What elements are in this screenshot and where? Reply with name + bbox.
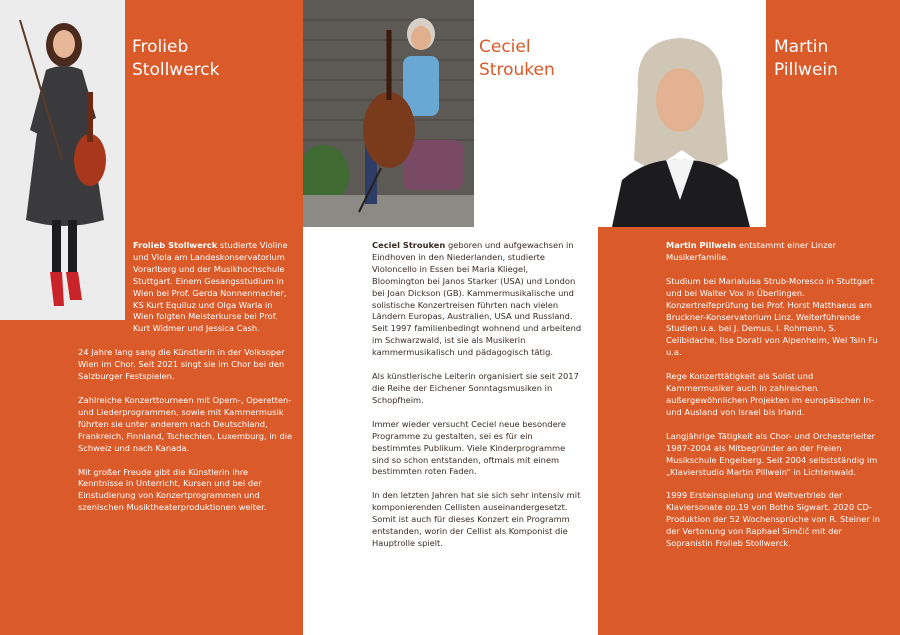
- artist-name-martin: [774, 36, 838, 82]
- bio-lead-name: Martin Pillwein: [666, 240, 737, 250]
- bio-paragraph: Studium bei Marialuisa Strub-Moresco in Stuttgart und bei Walter Vox in Überlingen. Konzertreifeprüfung bei Prof. Horst Matthaeus am Bruckner-Konservatorium Linz. Weiterführende Studien u.a. bei J. Demus, I. Rohmann, S. Celibidache, Ilse Dorati von Alpenheim, Wei Tsin Fu u.a.: [666, 275, 878, 358]
- artist-name-frolieb: [132, 36, 219, 82]
- photo-ceciel-with-cello: [303, 0, 474, 227]
- bio-lead-name: Ceciel Strouken: [372, 240, 446, 250]
- artist-name-ceciel: [479, 36, 555, 82]
- bio-paragraph: Zahlreiche Konzerttourneen mit Opern-, Operetten- und Liederprogrammen, sowie mit Kammermusik führten sie unter anderem nach Deutschland, Frankreich, Finnland, Tschechien, Luxemburg, in die Schweiz und nach Kanada.: [78, 394, 293, 453]
- first-name: Frolieb: [132, 37, 189, 57]
- photo-martin-portrait: [598, 0, 766, 227]
- bio-paragraph: Mit großer Freude gibt die Künstlerin ihre Kenntnisse in Unterricht, Kursen und bei der Einstudierung von Konzertprogrammen und szenischen Musiktheaterproduktionen weiter.: [78, 466, 267, 513]
- bio-paragraph: Als künstlerische Leiterin organisiert sie seit 2017 die Reihe der Eichener Sonntagsmusiken in Schopfheim.: [372, 371, 579, 405]
- bio-paragraph: Frolieb Stollwerck studierte Violine und Viola am Landeskonservatorium Vorarlberg und der Musikhochschule Stuttgart. Einem Gesangsstudium in Wien bei Prof. Gerda Nonnenmacher, KS Kurt Equiluz und Olga Warla in Wien folgten Meisterkurse bei Prof. Kurt Widmer und Jessica Cash.: [133, 240, 288, 334]
- first-name: Martin: [774, 37, 829, 57]
- bio-paragraph: Rege Konzerttätigkeit als Solist und Kammermusiker auch in zahlreichen außergewöhnlichen Projekten im europäischen In- und Ausland von Israel bis Irland.: [666, 371, 874, 417]
- bio-ceciel: [372, 240, 582, 562]
- bio-paragraph: In den letzten Jahren hat sie sich sehr intensiv mit komponierenden Cellisten auseinandergesetzt. Somit ist auch für dieses Konzert ein Programm entstanden, worin der Cellist als Komponist die Hauptrolle spielt.: [372, 490, 581, 548]
- first-name: Ceciel: [479, 37, 531, 57]
- last-name: Pillwein: [774, 60, 838, 80]
- bio-martin: [666, 240, 880, 562]
- bio-lead-name: Frolieb Stollwerck: [133, 240, 218, 250]
- last-name: Stollwerck: [132, 60, 220, 80]
- bio-frolieb: [78, 240, 294, 526]
- bio-paragraph: 1999 Ersteinspielung und Weltvertrieb der Klaviersonate op.19 von Botho Sigwart. 2020 CD-Produktion der 52 Wochensprüche von R. Steiner in der Vertonung von Raphael Simčič mit der Sopranistin Frolieb Stollwerck.: [666, 490, 880, 549]
- bio-paragraph: Immer wieder versucht Ceciel neue besondere Programme zu gestalten, sei es für ein bestimmtes Publikum. Viele Kinderprogramme sind so schon entstanden, oftmals mit einem bestimmten roten Faden.: [372, 418, 567, 477]
- last-name: Strouken: [479, 60, 555, 80]
- bio-paragraph: 24 Jahre lang sang die Künstlerin in der Volksoper Wien im Chor. Seit 2021 singt sie im Chor bei den Salzburger Festspielen.: [78, 347, 285, 382]
- panel-ceciel: [303, 0, 598, 635]
- panel-frolieb: [0, 0, 303, 635]
- panel-martin: [598, 0, 900, 635]
- bio-paragraph: Martin Pillwein entstammt einer Linzer Musikerfamilie.: [666, 240, 837, 262]
- bio-paragraph: Langjährige Tätigkeit als Chor- und Orchesterleiter 1987-2004 als Mitbegründer an der Freien Musikschule Engelberg. Seit 2004 selbstständig im „Klavierstudio Martin Pillwein“ in Lichtenwald.: [666, 430, 878, 477]
- bio-paragraph: Ceciel Strouken geboren und aufgewachsen in Eindhoven in den Niederlanden, studierte Violoncello in Essen bei Maria Kliegel, Bloomington bei Janos Starker (USA) und London bei Joan Dickson (GB). Kammermusikalische und solistische Konzertreisen führten nach vielen Ländern Europas, Australien, USA und Russland. Seit 1997 familienbedingt wohnend und arbeitend im Schwarzwald, ist sie als Musikerin kammermusikalisch und pädagogisch tätig.: [372, 240, 582, 358]
